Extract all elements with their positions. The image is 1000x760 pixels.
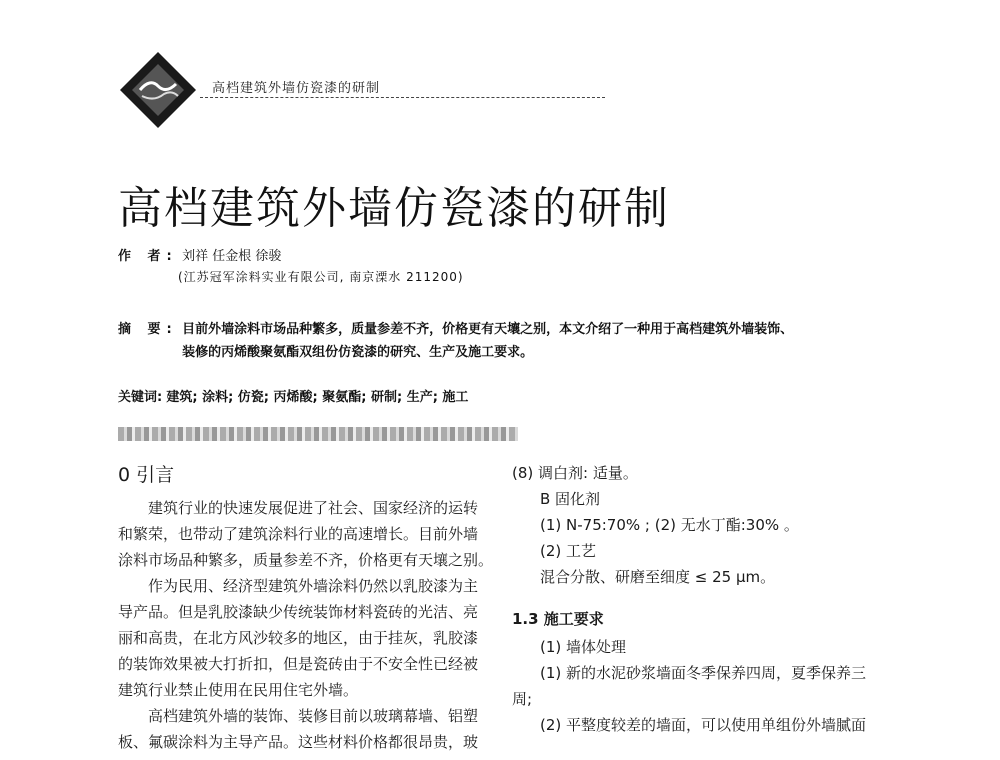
body-line: (8) 调白剂: 适量。 — [512, 464, 638, 482]
authors-names: 刘祥 任金根 徐骏 — [182, 249, 282, 264]
body-line: (1) 新的水泥砂浆墙面冬季保养四周，夏季保养三 — [540, 664, 867, 682]
body-line: 丽和高贵，在北方风沙较多的地区，由于挂灰，乳胶漆 — [118, 629, 479, 647]
subsection-title: 1.3 施工要求 — [512, 610, 604, 628]
left-column — [118, 460, 494, 755]
keywords-label: 关键词: — [118, 390, 163, 405]
abstract-line: 装修的丙烯酸聚氨酯双组份仿瓷漆的研究、生产及施工要求。 — [182, 345, 534, 360]
body-line: 涂料市场品种繁多，质量参差不齐，价格更有天壤之别。 — [118, 551, 494, 569]
affiliation: (江苏冠军涂料实业有限公司, 南京溧水 211200) — [178, 270, 464, 284]
body-line: 的装饰效果被大打折扣，但是瓷砖由于不安全性已经被 — [118, 655, 479, 673]
body-line: (1) 墙体处理 — [540, 638, 627, 656]
body-line: (2) 工艺 — [540, 542, 597, 560]
body-line: B 固化剂 — [540, 490, 601, 508]
body-line: 板、氟碳涂料为主导产品。这些材料价格都很昂贵，玻 — [118, 733, 479, 751]
body-line: 混合分散、研磨至细度 ≤ 25 μm。 — [540, 568, 776, 586]
abstract-block — [118, 318, 878, 364]
section-title: 0 引言 — [118, 464, 175, 486]
running-header-title: 高档建筑外墙仿瓷漆的研制 — [212, 81, 381, 96]
body-line: (2) 平整度较差的墙面，可以使用单组份外墙腻面 — [540, 716, 867, 734]
keywords-row — [118, 386, 468, 405]
abstract-label: 摘 要: — [118, 322, 178, 337]
body-line: 高档建筑外墙的装饰、装修目前以玻璃幕墙、铝塑 — [148, 707, 479, 725]
body-line: 建筑行业的快速发展促进了社会、国家经济的运转 — [148, 499, 479, 517]
header-divider — [200, 97, 605, 98]
abstract-line: 目前外墙涂料市场品种繁多，质量参差不齐，价格更有天壤之别，本文介绍了一种用于高档建筑外墙装饰、 — [182, 322, 794, 337]
journal-logo-icon — [118, 50, 198, 130]
body-line: 导产品。但是乳胶漆缺少传统装饰材料瓷砖的光洁、亮 — [118, 603, 479, 621]
illegible-scan-line — [118, 427, 518, 441]
keywords-list: 建筑; 涂料; 仿瓷; 丙烯酸; 聚氨酯; 研制; 生产; 施工 — [166, 390, 469, 405]
right-column — [512, 460, 882, 738]
body-line: 建筑行业禁止使用在民用住宅外墙。 — [118, 681, 359, 699]
authors-row — [118, 245, 281, 264]
authors-label: 作 者: — [118, 249, 178, 264]
body-line: 和繁荣，也带动了建筑涂料行业的高速增长。目前外墙 — [118, 525, 479, 543]
article-title: 高档建筑外墙仿瓷漆的研制 — [118, 183, 670, 234]
body-line: (1) N-75:70% ; (2) 无水丁酯:30% 。 — [540, 516, 799, 534]
body-line: 周; — [512, 690, 533, 708]
body-line: 作为民用、经济型建筑外墙涂料仍然以乳胶漆为主 — [148, 577, 479, 595]
